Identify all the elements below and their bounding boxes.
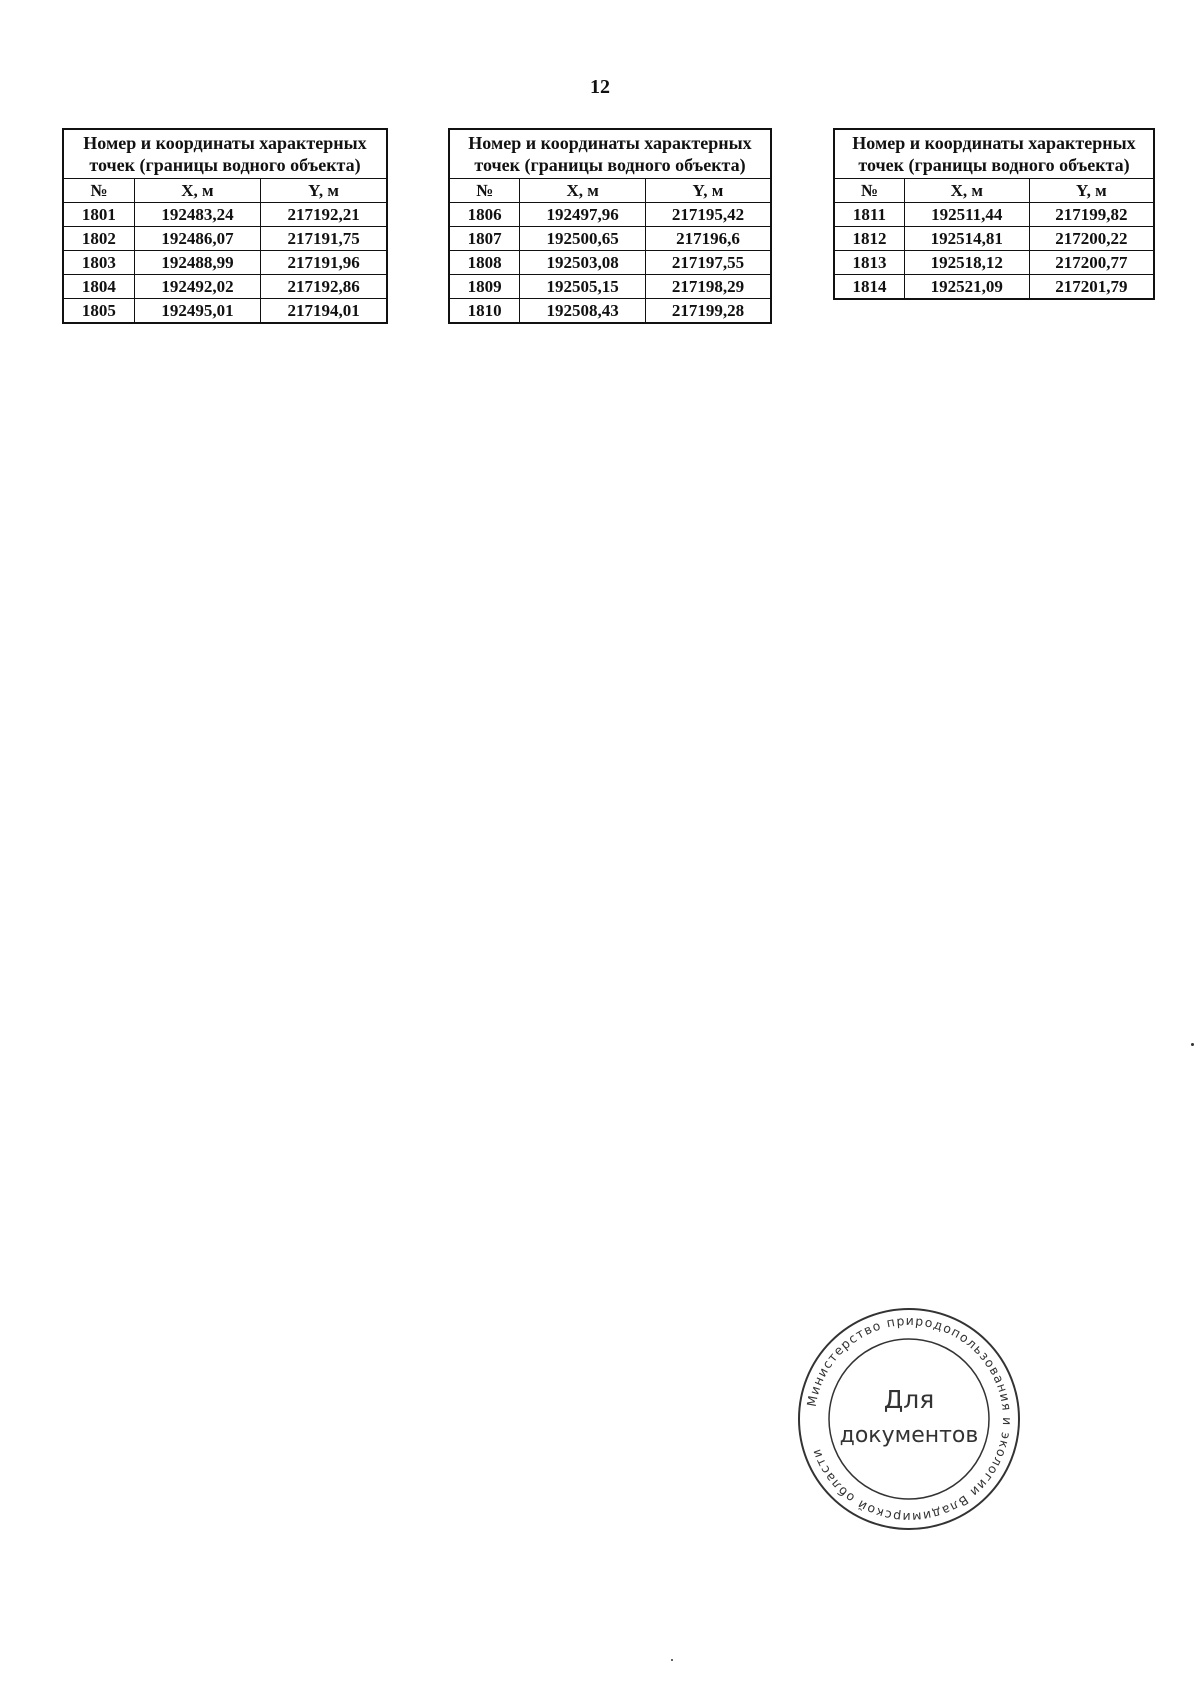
x-coordinate: 192511,44 (904, 203, 1029, 227)
table-row (449, 251, 771, 275)
point-number: 1807 (449, 227, 520, 251)
table-row (449, 275, 771, 299)
y-coordinate: 217195,42 (645, 203, 771, 227)
x-coordinate: 192497,96 (520, 203, 646, 227)
table-row (63, 227, 387, 251)
x-coordinate: 192500,65 (520, 227, 646, 251)
scan-speck (1191, 1043, 1194, 1046)
stamp-inner-ring (829, 1339, 989, 1499)
column-header-x: X, м (520, 179, 646, 203)
column-header-y: Y, м (1029, 179, 1154, 203)
y-coordinate: 217194,01 (261, 299, 387, 324)
page-number: 12 (590, 76, 610, 98)
column-header-x: X, м (134, 179, 260, 203)
stamp-center-line-2: документов (839, 1423, 979, 1448)
stamp-ring-text: Министерство природопользования и экологии Владимирской области (803, 1312, 1016, 1526)
x-coordinate: 192505,15 (520, 275, 646, 299)
table-row (834, 275, 1154, 300)
table-row (63, 275, 387, 299)
column-header-x: X, м (904, 179, 1029, 203)
point-number: 1801 (63, 203, 134, 227)
x-coordinate: 192483,24 (134, 203, 260, 227)
point-number: 1805 (63, 299, 134, 324)
y-coordinate: 217191,75 (261, 227, 387, 251)
table-row (449, 227, 771, 251)
column-header-y: Y, м (645, 179, 771, 203)
y-coordinate: 217201,79 (1029, 275, 1154, 300)
scan-speck (671, 1659, 673, 1661)
y-coordinate: 217199,82 (1029, 203, 1154, 227)
table-row (834, 203, 1154, 227)
y-coordinate: 217196,6 (645, 227, 771, 251)
table-caption: Номер и координаты характерных точек (границы водного объекта) (63, 129, 387, 179)
table-row (834, 251, 1154, 275)
y-coordinate: 217200,22 (1029, 227, 1154, 251)
x-coordinate: 192495,01 (134, 299, 260, 324)
y-coordinate: 217192,21 (261, 203, 387, 227)
table-row (449, 203, 771, 227)
y-coordinate: 217199,28 (645, 299, 771, 324)
column-header-y: Y, м (261, 179, 387, 203)
coordinates-table-3 (833, 128, 1155, 300)
table-caption: Номер и координаты характерных точек (границы водного объекта) (449, 129, 771, 179)
column-header-number: № (63, 179, 134, 203)
table-row (449, 299, 771, 324)
x-coordinate: 192486,07 (134, 227, 260, 251)
y-coordinate: 217198,29 (645, 275, 771, 299)
stamp-center-line-1: Для (883, 1385, 935, 1414)
point-number: 1812 (834, 227, 904, 251)
y-coordinate: 217197,55 (645, 251, 771, 275)
point-number: 1803 (63, 251, 134, 275)
point-number: 1810 (449, 299, 520, 324)
point-number: 1814 (834, 275, 904, 300)
x-coordinate: 192492,02 (134, 275, 260, 299)
point-number: 1806 (449, 203, 520, 227)
table-row (63, 299, 387, 324)
table-row (63, 203, 387, 227)
coordinates-table-1 (62, 128, 388, 324)
y-coordinate: 217200,77 (1029, 251, 1154, 275)
point-number: 1808 (449, 251, 520, 275)
table-caption: Номер и координаты характерных точек (границы водного объекта) (834, 129, 1154, 179)
point-number: 1811 (834, 203, 904, 227)
x-coordinate: 192521,09 (904, 275, 1029, 300)
x-coordinate: 192508,43 (520, 299, 646, 324)
column-header-number: № (449, 179, 520, 203)
table-row (63, 251, 387, 275)
point-number: 1802 (63, 227, 134, 251)
y-coordinate: 217191,96 (261, 251, 387, 275)
point-number: 1813 (834, 251, 904, 275)
y-coordinate: 217192,86 (261, 275, 387, 299)
x-coordinate: 192503,08 (520, 251, 646, 275)
table-row (834, 227, 1154, 251)
x-coordinate: 192518,12 (904, 251, 1029, 275)
x-coordinate: 192488,99 (134, 251, 260, 275)
point-number: 1804 (63, 275, 134, 299)
stamp-outer-ring (799, 1309, 1019, 1529)
coordinates-table-2 (448, 128, 772, 324)
column-header-number: № (834, 179, 904, 203)
official-stamp (796, 1306, 1022, 1532)
point-number: 1809 (449, 275, 520, 299)
x-coordinate: 192514,81 (904, 227, 1029, 251)
